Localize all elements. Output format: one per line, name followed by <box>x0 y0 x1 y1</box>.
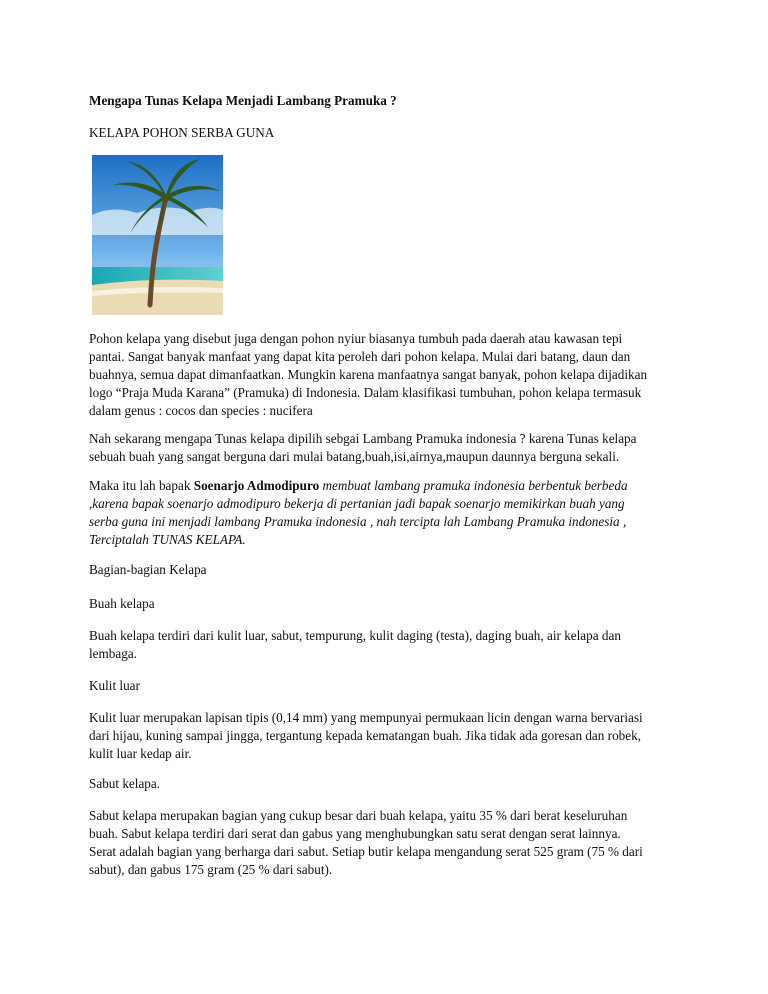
text-line: buah. Sabut kelapa terdiri dari serat dan gabus yang menghubungkan satu serat dengan serat lainnya. <box>89 826 621 841</box>
text-line: dalam genus : cocos dan species : nucifera <box>89 403 313 418</box>
heading-sabut: Sabut kelapa. <box>89 776 161 791</box>
text-line: Pohon kelapa yang disebut juga dengan pohon nyiur biasanya tumbuh pada daerah atau kawasan tepi <box>89 331 623 346</box>
text-line: Nah sekarang mengapa Tunas kelapa dipilih sebgai Lambang Pramuka indonesia ? karena Tunas kelapa <box>89 431 637 446</box>
document-title: Mengapa Tunas Kelapa Menjadi Lambang Pramuka ? <box>89 93 397 108</box>
heading-kulit: Kulit luar <box>89 678 140 693</box>
paragraph-why-tunas <box>89 430 689 466</box>
text-line: ,karena bapak soenarjo admodipuro bekerja di pertanian jadi bapak soenarjo memikirkan buah yang <box>89 496 625 511</box>
text-italic: membuat lambang pramuka indonesia berbentuk berbeda <box>319 478 628 493</box>
paragraph-sabut <box>89 807 689 879</box>
text-line <box>89 477 689 495</box>
text-line: logo “Praja Muda Karana” (Pramuka) di Indonesia. Dalam klasifikasi tumbuhan, pohon kelapa termasuk <box>89 385 642 400</box>
text-lead: Maka itu lah bapak <box>89 478 194 493</box>
text-line: Sabut kelapa merupakan bagian yang cukup besar dari buah kelapa, yaitu 35 % dari berat keseluruhan <box>89 808 628 823</box>
text-line: Kulit luar merupakan lapisan tipis (0,14 mm) yang mempunyai permukaan licin dengan warna bervariasi <box>89 710 643 725</box>
paragraph-soenarjo <box>89 477 689 549</box>
heading-buah: Buah kelapa <box>89 596 155 611</box>
document-subtitle: KELAPA POHON SERBA GUNA <box>89 125 275 140</box>
person-name: Soenarjo Admodipuro <box>193 478 320 493</box>
text-line: Terciptalah TUNAS KELAPA. <box>89 532 246 547</box>
text-line: sebuah buah yang sangat berguna dari mulai batang,buah,isi,airnya,maupun daunnya berguna sekali. <box>89 449 620 464</box>
paragraph-kulit <box>89 709 689 763</box>
paragraph-buah <box>89 627 689 663</box>
text-line: dari hijau, kuning sampai jingga, tergantung kepada kematangan buah. Jika tidak ada goresan dan robek, <box>89 728 641 743</box>
text-line: lembaga. <box>89 646 137 661</box>
text-line: Serat adalah bagian yang berharga dari sabut. Setiap butir kelapa mengandung serat 525 gram (75 % dari <box>89 844 643 859</box>
palm-tree-illustration <box>92 155 223 315</box>
text-line: serba guna ini menjadi lambang Pramuka indonesia , nah tercipta lah Lambang Pramuka indonesia , <box>89 514 627 529</box>
heading-bagian: Bagian-bagian Kelapa <box>89 562 207 577</box>
text-line: Buah kelapa terdiri dari kulit luar, sabut, tempurung, kulit daging (testa), daging buah, air kelapa dan <box>89 628 621 643</box>
text-line: pantai. Sangat banyak manfaat yang dapat kita peroleh dari pohon kelapa. Mulai dari batang, daun dan <box>89 349 631 364</box>
paragraph-intro <box>89 330 689 420</box>
text-line: buahnya, semua dapat dimanfaatkan. Mungkin karena manfaatnya sangat banyak, pohon kelapa dijadikan <box>89 367 648 382</box>
text-line: kulit luar kedap air. <box>89 746 192 761</box>
palm-tree-beach-photo <box>92 155 223 315</box>
text-line: sabut), dan gabus 175 gram (25 % dari sabut). <box>89 862 333 877</box>
